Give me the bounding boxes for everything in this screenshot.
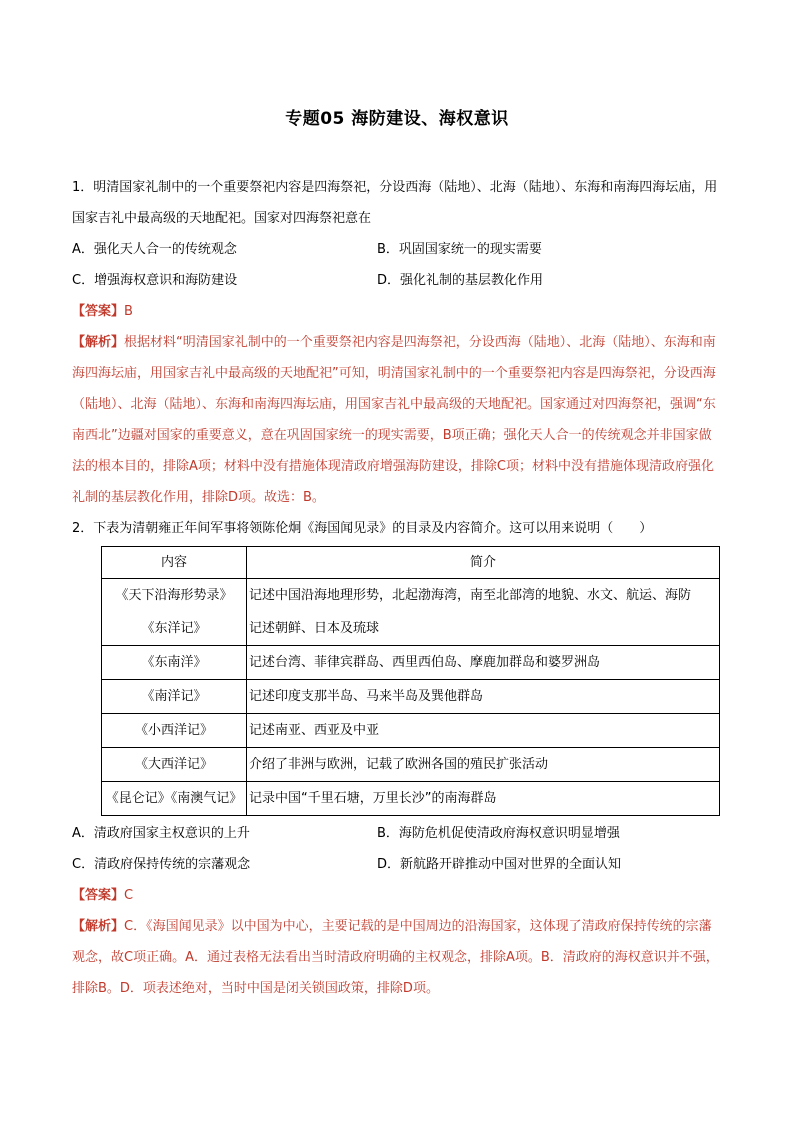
- table-row: [102, 646, 720, 680]
- table-cell-intro: 记述南亚、西亚及中亚: [247, 714, 720, 748]
- question-2-option-b: B．海防危机促使清政府海权意识明显增强: [377, 826, 620, 841]
- table-cell-intro: 记述印度支那半岛、马来半岛及巽他群岛: [247, 680, 720, 714]
- document-title: 专题05 海防建设、海权意识: [285, 109, 509, 129]
- analysis-label: 【解析】: [72, 335, 125, 350]
- table-cell-content: 《大西洋记》: [102, 748, 247, 782]
- question-1-option-d: D．强化礼制的基层教化作用: [377, 273, 544, 288]
- table-row: [102, 579, 720, 646]
- question-2-answer: [72, 880, 722, 911]
- answer-label: 【答案】: [72, 888, 125, 903]
- question-2-option-c: C．清政府保持传统的宗藩观念: [72, 857, 251, 872]
- question-1-stem: 1．明清国家礼制中的一个重要祭祀内容是四海祭祀，分设西海（陆地）、北海（陆地）、东海和南海四海坛庙，用国家吉礼中最高级的天地配祀。国家对四海祭祀意在: [72, 180, 718, 226]
- table-row: [102, 782, 720, 816]
- question-1-options: [72, 234, 722, 296]
- table-header-intro: 简介: [247, 547, 720, 579]
- table-cell-content: 《东南洋》: [102, 646, 247, 680]
- table-cell-content: 《南洋记》: [102, 680, 247, 714]
- table-cell-intro: 记述台湾、菲律宾群岛、西里西伯岛、摩鹿加群岛和婆罗洲岛: [247, 646, 720, 680]
- intro-line-1: 记述中国沿海地理形势，北起渤海湾，南至北部湾的地貌、水文、航运、海防: [249, 588, 692, 603]
- table-cell-content: [102, 579, 247, 646]
- question-1-answer: [72, 296, 722, 327]
- table-cell-intro: 记录中国“千里石塘，万里长沙”的南海群岛: [247, 782, 720, 816]
- table-row: [102, 748, 720, 782]
- content-line-1: 《天下沿海形势录》: [115, 588, 233, 603]
- table-cell-content: 《小西洋记》: [102, 714, 247, 748]
- answer-value: C: [124, 888, 134, 903]
- intro-line-2: 记述朝鲜、日本及琉球: [249, 621, 380, 636]
- table-cell-intro: [247, 579, 720, 646]
- analysis-text: 根据材料“明清国家礼制中的一个重要祭祀内容是四海祭祀，分设西海（陆地）、北海（陆地）、东海和南海四海坛庙，用国家吉礼中最高级的天地配祀”可知，明清国家礼制中的一个重要祭祀内容是四海祭祀，分设西海（陆地）、北海（陆地）、东海和南海四海坛庙，用国家吉礼中最高级的天地配祀。国家通过对四海祭祀，强调“东南西北”边疆对国家的重要意义，意在巩固国家统一的现实需要，B项正确；强化天人合一的传统观念并非国家做法的根本目的，排除A项；材料中没有措施体现清政府增强海防建设，排除C项；材料中没有措施体现清政府强化礼制的基层教化作用，排除D项。故选：B。: [72, 335, 716, 505]
- table-header-content: 内容: [102, 547, 247, 579]
- question-1-option-b: B．巩固国家统一的现实需要: [377, 242, 542, 257]
- catalog-table: [101, 546, 720, 816]
- question-2-analysis: [72, 911, 722, 1004]
- answer-label: 【答案】: [72, 304, 125, 319]
- table-cell-content: 《昆仑记》《南澳气记》: [102, 782, 247, 816]
- analysis-label: 【解析】: [72, 919, 125, 934]
- question-2-option-a: A．清政府国家主权意识的上升: [72, 826, 250, 841]
- answer-value: B: [124, 304, 133, 319]
- document-body: [72, 172, 722, 1004]
- analysis-text: C．《海国闻见录》以中国为中心，主要记载的是中国周边的沿海国家，这体现了清政府保持传统的宗藩观念，故C项正确。A．通过表格无法看出当时清政府明确的主权观念，排除A项。B．清政府的海权意识并不强，排除B。D．项表述绝对，当时中国是闭关锁国政策，排除D项。: [72, 919, 719, 996]
- question-2-option-d: D．新航路开辟推动中国对世界的全面认知: [377, 857, 622, 872]
- question-1-option-c: C．增强海权意识和海防建设: [72, 273, 238, 288]
- question-1-option-a: A．强化天人合一的传统观念: [72, 242, 237, 257]
- table-cell-intro: 介绍了非洲与欧洲，记载了欧洲各国的殖民扩张活动: [247, 748, 720, 782]
- table-row: [102, 714, 720, 748]
- table-row: [102, 680, 720, 714]
- table-header-row: [102, 547, 720, 579]
- question-2-options: [72, 818, 722, 880]
- content-line-2: 《东洋记》: [141, 621, 207, 636]
- question-2-stem: 2．下表为清朝雍正年间军事将领陈伦炯《海国闻见录》的目录及内容简介。这可以用来说明（ ）: [72, 521, 653, 536]
- question-1-analysis: [72, 327, 722, 513]
